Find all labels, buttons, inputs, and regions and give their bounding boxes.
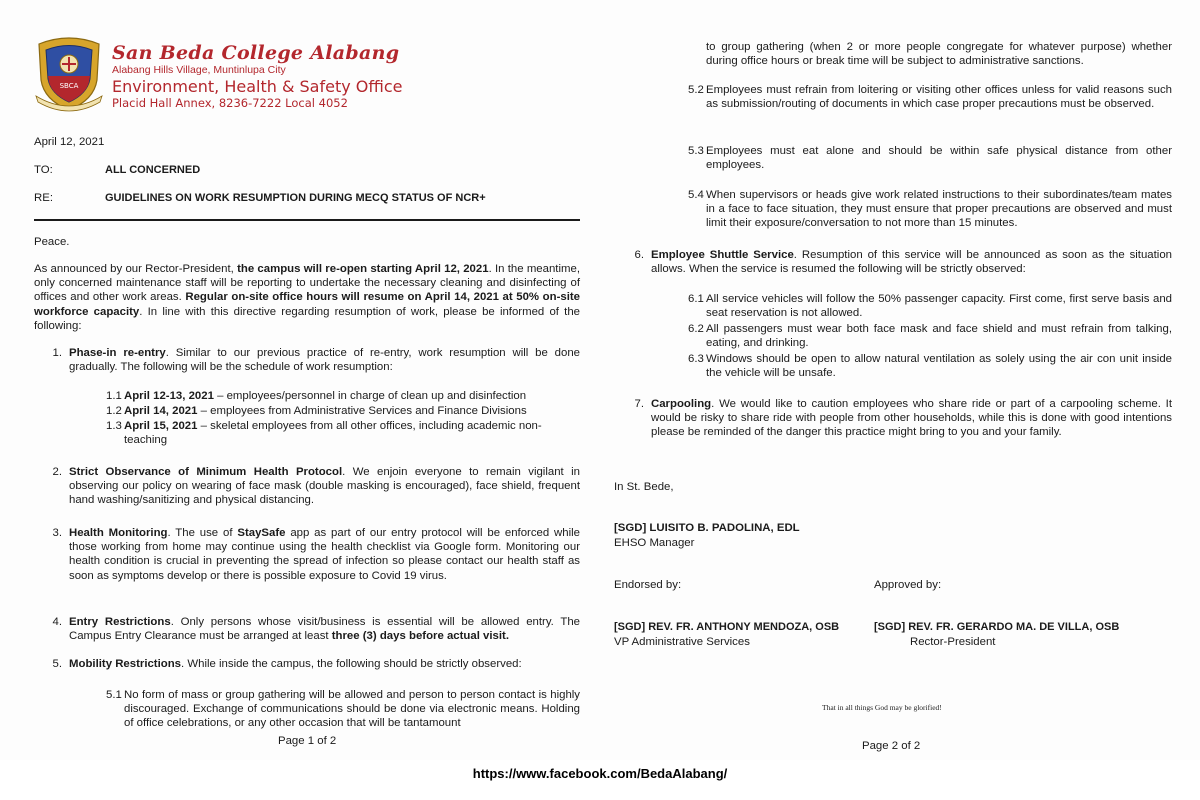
item-2-paragraph: [69, 465, 580, 508]
item-6-title: Employee Shuttle Service: [651, 249, 794, 261]
item-7-body: . We would like to caution employees who share ride or part of a carpooling scheme. It would be risky to share ride with people from other households, while this is done with good intentions please be reminded of the danger this practice might bring to you and your family.: [651, 398, 1172, 439]
office-address: Placid Hall Annex, 8236-7222 Local 4052: [112, 96, 348, 110]
item-1-2-date: April 14, 2021: [124, 405, 198, 417]
item-6-1-number: 6.1: [688, 293, 704, 305]
college-crest-logo: [34, 36, 104, 112]
crest-initials: SBCA: [59, 82, 79, 90]
item-6-1-text: All service vehicles will follow the 50% passenger capacity. First come, first serve basis and seat reservation is not allowed.: [706, 293, 1172, 320]
memo-date: April 12, 2021: [34, 136, 105, 148]
valediction: In St. Bede,: [614, 481, 674, 493]
item-1-paragraph: [69, 346, 580, 374]
item-1-title: Phase-in re-entry: [69, 347, 166, 359]
item-1-2-text: [124, 404, 580, 418]
intro-text-2: . In the meantime, only concerned maintenance staff will be reporting to undertake the necessary cleaning and disinfecting of offices and other work areas.: [34, 263, 580, 304]
document-page-1: [0, 0, 600, 760]
item-1-1-number: 1.1: [106, 390, 122, 402]
intro-text-3: . In line with this directive regarding resumption of work, please be informed of the following:: [34, 305, 581, 332]
college-address: Alabang Hills Village, Muntinlupa City: [112, 64, 286, 76]
item-5-1-continued: to group gathering (when 2 or more people congregate for whatever purpose) whether during office hours or break time will be subject to administrative sanctions.: [706, 41, 1172, 68]
document-page-2: [600, 0, 1200, 760]
item-5-title: Mobility Restrictions: [69, 658, 182, 670]
page-1-footer: Page 1 of 2: [278, 735, 337, 747]
item-5-1-text: No form of mass or group gathering will be allowed and person to person contact is highly discouraged. Exchange of communications should be done via electronic means. Holding of office celebrations, or any other occasion that will be tantamount: [124, 689, 580, 730]
intro-bold-1: the campus will re-open starting April 12, 2021: [237, 263, 489, 275]
school-motto: That in all things God may be glorified!: [822, 703, 942, 712]
item-3-body-a: . The use of: [167, 527, 238, 539]
item-7-title: Carpooling: [651, 398, 712, 410]
item-4-bold: three (3) days before actual visit.: [331, 630, 510, 643]
item-5-body: . While inside the campus, the following should be strictly observed:: [181, 658, 522, 670]
item-1-1-date: April 12-13, 2021: [124, 390, 214, 402]
to-value: ALL CONCERNED: [105, 164, 201, 176]
intro-bold-2: Regular on-site office hours will resume on April 14, 2021 at 50% on-site workforce capacity: [34, 291, 580, 318]
item-3-app-name: StaySafe: [237, 527, 286, 539]
item-3-number: 3.: [52, 527, 62, 539]
salutation: Peace.: [34, 236, 70, 248]
item-1-3-date: April 15, 2021: [124, 420, 198, 432]
item-1-number: 1.: [52, 347, 62, 359]
item-5-paragraph: [69, 657, 580, 671]
item-2-number: 2.: [52, 466, 62, 478]
item-6-3-number: 6.3: [688, 353, 704, 365]
item-4-number: 4.: [52, 616, 62, 628]
re-label: RE:: [34, 192, 53, 204]
page-2-footer: Page 2 of 2: [862, 740, 921, 752]
item-2-body: . We enjoin everyone to remain vigilant in observing our policy on wearing of face mask (double masking is encouraged), face shield, frequent hand washing/sanitizing and physical distancing.: [69, 466, 580, 507]
item-1-1-text: [124, 389, 580, 403]
approver-name: [SGD] REV. FR. GERARDO MA. DE VILLA, OSB: [874, 621, 1120, 633]
item-7-paragraph: [651, 397, 1172, 440]
item-1-1-desc: – employees/personnel in charge of clean up and disinfection: [213, 390, 527, 402]
intro-text-1: As announced by our Rector-President,: [34, 263, 238, 275]
item-5-4-text: When supervisors or heads give work related instructions to their subordinates/team mates in a face to face situation, they must ensure that proper precautions are observed and must limit their exposure/conversation to not more than 15 minutes.: [706, 189, 1172, 230]
re-value: GUIDELINES ON WORK RESUMPTION DURING MECQ STATUS OF NCR+: [105, 192, 486, 204]
endorsed-label: Endorsed by:: [614, 579, 682, 591]
item-5-number: 5.: [52, 658, 62, 670]
item-5-4-number: 5.4: [688, 189, 704, 201]
item-6-2-text: All passengers must wear both face mask and face shield and must refrain from talking, eating, and drinking.: [706, 323, 1172, 350]
item-5-3-text: Employees must eat alone and should be within safe physical distance from other employees.: [706, 145, 1172, 172]
item-5-1-number: 5.1: [106, 689, 122, 701]
item-1-3-number: 1.3: [106, 420, 122, 432]
item-3-paragraph: [69, 526, 580, 583]
item-1-3-desc: – skeletal employees from all other offices, including academic non-teaching: [124, 420, 542, 447]
signer-title: EHSO Manager: [614, 537, 695, 549]
item-3-title: Health Monitoring: [69, 527, 168, 539]
approved-label: Approved by:: [874, 579, 942, 591]
item-1-2-number: 1.2: [106, 405, 122, 417]
item-6-paragraph: [651, 248, 1172, 276]
office-name: Environment, Health & Safety Office: [112, 77, 403, 96]
item-4-title: Entry Restrictions: [69, 616, 171, 628]
item-1-3-text: [124, 419, 580, 447]
item-4-paragraph: [69, 615, 580, 643]
item-5-2-number: 5.2: [688, 84, 704, 96]
item-6-body: . Resumption of this service will be announced as soon as the situation allows. When the service is resumed the following will be strictly observed:: [651, 249, 1172, 276]
item-7-number: 7.: [634, 398, 644, 410]
facebook-link[interactable]: https://www.facebook.com/BedaAlabang/: [472, 766, 728, 781]
signer-name: [SGD] LUISITO B. PADOLINA, EDL: [614, 522, 800, 534]
item-6-2-number: 6.2: [688, 323, 704, 335]
endorser-title: VP Administrative Services: [614, 636, 750, 648]
item-5-3-number: 5.3: [688, 145, 704, 157]
endorser-name: [SGD] REV. FR. ANTHONY MENDOZA, OSB: [614, 621, 840, 633]
intro-paragraph: [34, 262, 580, 333]
item-4-body: . Only persons whose visit/business is essential will be allowed entry. The Campus Entry Clearance must be arranged at least: [69, 616, 580, 643]
approver-title: Rector-President: [910, 636, 996, 648]
to-label: TO:: [34, 164, 53, 176]
item-6-number: 6.: [634, 249, 644, 261]
item-6-3-text: Windows should be open to allow natural ventilation as solely using the air con unit inside the vehicle will be unsafe.: [706, 353, 1172, 380]
item-5-2-text: Employees must refrain from loitering or visiting other offices unless for valid reasons such as submission/routing of documents in which case proper precautions must be observed.: [706, 84, 1172, 111]
college-name: San Beda College Alabang: [112, 42, 400, 64]
item-1-2-desc: – employees from Administrative Services and Finance Divisions: [197, 405, 527, 417]
header-divider: [34, 219, 580, 221]
item-2-title: Strict Observance of Minimum Health Protocol: [69, 466, 343, 478]
item-1-body: . Similar to our previous practice of re-entry, work resumption will be done gradually. The following will be the schedule of work resumption:: [69, 347, 580, 374]
item-3-body-b: app as part of our entry protocol will be enforced while those working from home may continue using the health checklist via Google form. Monitoring our health condition is crucial in preventing the spread of infection so please contact our health staff as soon as symptoms develop or there is possible exposure to Covid 19 virus.: [69, 527, 581, 582]
